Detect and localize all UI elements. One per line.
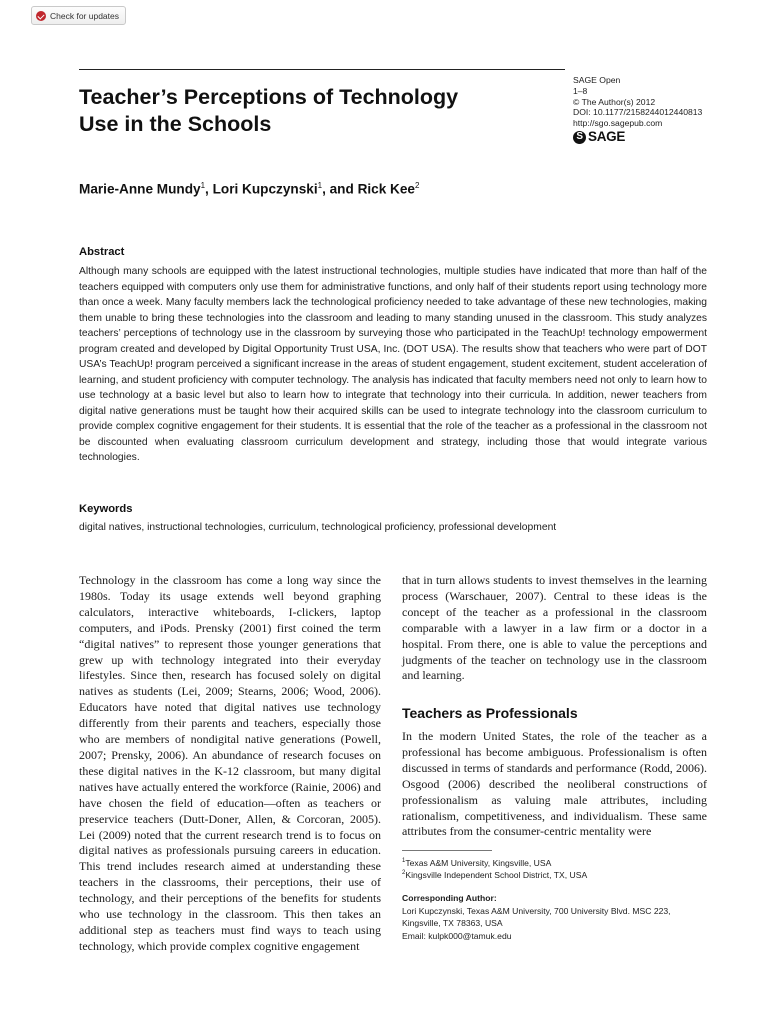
author-affiliation-mark: 1 bbox=[317, 181, 323, 190]
author-separator: , bbox=[205, 181, 213, 197]
author-name: Rick Kee bbox=[357, 181, 415, 197]
header-rule bbox=[79, 69, 565, 70]
journal-doi[interactable]: DOI: 10.1177/2158244012440813 bbox=[573, 107, 703, 118]
footnote-text: Texas A&M University, Kingsville, USA bbox=[405, 857, 552, 868]
journal-pages: 1–8 bbox=[573, 85, 588, 96]
footnote-text: Kingsville Independent School District, TX, USA bbox=[405, 869, 588, 880]
check-for-updates-label: Check for updates bbox=[50, 10, 119, 21]
sage-logo bbox=[573, 131, 702, 144]
author-affiliation-mark: 2 bbox=[415, 181, 420, 190]
journal-name: SAGE Open bbox=[573, 75, 621, 85]
section-heading: Teachers as Professionals bbox=[402, 705, 578, 721]
footnote-rule bbox=[402, 850, 492, 851]
keywords-heading: Keywords bbox=[79, 503, 133, 515]
abstract-text: Although many schools are equipped with the latest instructional technologies, multiple studies have indicated that more than half of the teachers equipped with computers only use them for administrative functions, and only half of their students report using technology more than once a week. Many faculty members lack the technological proficiency needed to take advantage of these new technologies, making them unable to bring these technologies into the classroom and leading to many standing unused in the classroom. This study analyzes teachers’ perceptions of technology use in the classroom by surveying those who participated in the TeachUp! technology empowerment program created and developed by Digital Opportunity Trust USA, Inc. (DOT USA). The results show that teachers who were part of DOT USA’s TeachUp! program perceived a significant increase in the areas of student engagement, student excitement, student acceleration of learning, and student proficiency with computer technology. The analysis has indicated that faculty members need not only to learn how to use technology at a basic level but also to learn how to integrate that technology into their curricula. In addition, newer teachers from digital native generations must be taught how their acquired skills can be used to integrate technology into the classroom curriculum to provide complex cognitive engagement for their students. It is essential that the role of the teacher as a professional in the classroom not be discounted when evaluating classroom curriculum development and strategy, including those that would integrate various technologies. bbox=[79, 266, 707, 463]
keywords-text: digital natives, instructional technologies, curriculum, technological proficiency, professional development bbox=[79, 522, 557, 533]
sage-logo-text: SAGE bbox=[588, 129, 626, 145]
check-updates-icon bbox=[36, 11, 46, 21]
body-right-column-section: In the modern United States, the role of the teacher as a professional has become ambiguous. Professionalism is often discussed in terms of standards and performance (Rodd, 2006). Osgood (2006) described the neoliberal constructions of professionalism as valuing male attributes, including rationalism, competitiveness, and individualism. These same attributes from the consumer-centric mentality were bbox=[402, 729, 707, 839]
footnote-affiliation-2 bbox=[402, 867, 587, 881]
corresponding-author-heading: Corresponding Author: bbox=[402, 893, 497, 903]
author-separator: , and bbox=[322, 181, 358, 197]
author-name: Marie-Anne Mundy bbox=[79, 181, 201, 197]
corresponding-author-line: Lori Kupczynski, Texas A&M University, 700 University Blvd. MSC 223, bbox=[402, 905, 671, 916]
journal-info bbox=[573, 75, 702, 144]
body-left-column: Technology in the classroom has come a long way since the 1980s. Today its usage extends well beyond graphing calculators, interactive whiteboards, I-clickers, laptop computers, and iPods. Prensky (2001) first coined the term “digital natives” to represent those younger generations that grew up with technology integrated into their everyday lifestyles. Since then, research has focused solely on digital natives as students (Lei, 2009; Stearns, 2006; Wood, 2006). Educators have noted that digital natives use technology differently from their parents and teachers, especially those who are members of nondigital native generations (Powell, 2007; Prensky, 2006). An abundance of research focuses on these digital natives in the K-12 classroom, but many digital natives have actually entered the workforce (Rainie, 2006) and have chosen the field of education—often as teachers or preservice teachers (Dutt-Doner, Allen, & Corcoran, 2005). Lei (2009) noted that the current research trend is to focus on digital natives as professionals pursuing careers in education. This trend includes research aimed at understanding these teachers in the classrooms, their perceptions, their use of technology, and their perceptions of the benefits for students who use technology in the classroom. This then takes an additional step as teachers must find ways to teach using technology, which provide complex cognitive engagement bbox=[79, 573, 381, 953]
journal-copyright: © The Author(s) 2012 bbox=[573, 96, 656, 107]
sage-logo-icon: S bbox=[573, 131, 586, 144]
paper-title: Teacher’s Perceptions of Technology Use in the Schools bbox=[79, 85, 459, 136]
footnote-mark: 1 bbox=[402, 858, 406, 864]
body-right-column-intro: that in turn allows students to invest themselves in the learning process (Warschauer, 2007). Central to these ideas is the concept of the teacher as a professional in the classroom comparable with a lawyer in a law firm or a doctor in a hospital. From there, one is able to value the perceptions and judgments of the teacher on technology use in the classroom and learning. bbox=[402, 573, 707, 683]
journal-url[interactable]: http://sgo.sagepub.com bbox=[573, 118, 663, 129]
check-for-updates-button[interactable] bbox=[31, 6, 126, 25]
corresponding-author bbox=[402, 892, 671, 942]
author-list bbox=[79, 181, 419, 197]
author-name: Lori Kupczynski bbox=[212, 181, 318, 197]
corresponding-author-email[interactable]: Email: kulpk000@tamuk.edu bbox=[402, 930, 512, 941]
footnote-mark: 2 bbox=[402, 870, 406, 876]
corresponding-author-line: Kingsville, TX 78363, USA bbox=[402, 918, 503, 929]
abstract-heading: Abstract bbox=[79, 246, 125, 258]
author-affiliation-mark: 1 bbox=[200, 181, 206, 190]
